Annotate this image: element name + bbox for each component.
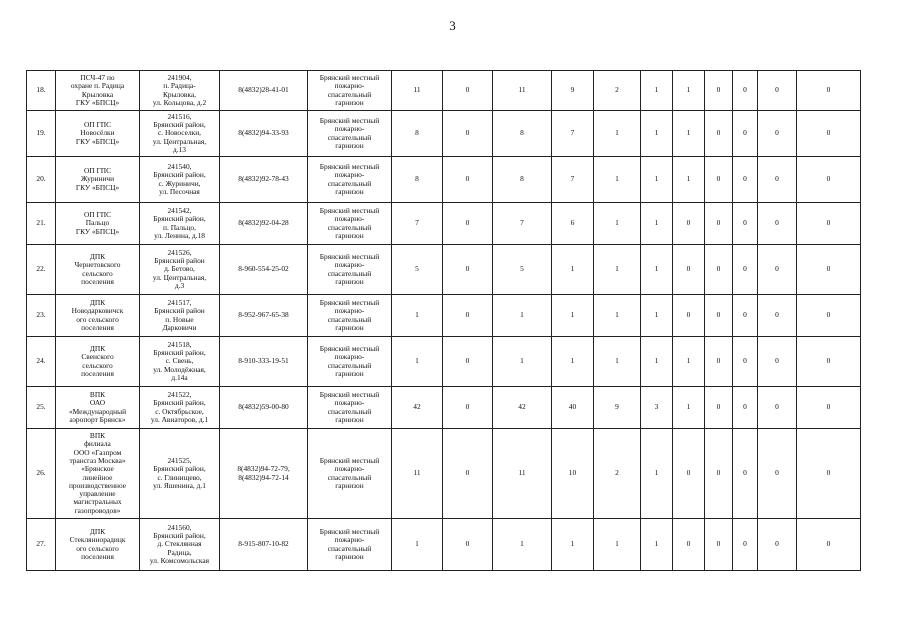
garrison-cell: Брянский местный пожарно- спасательный гарнизон bbox=[308, 429, 392, 519]
unit-name-cell: ОП ГПС Пальцо ГКУ «БПСЦ» bbox=[56, 203, 140, 245]
table-row bbox=[27, 337, 861, 387]
garrison-cell: Брянский местный пожарно- спасательный гарнизон bbox=[308, 387, 392, 429]
value-cell: 0 bbox=[673, 295, 705, 337]
value-cell: 0 bbox=[443, 111, 493, 157]
unit-name-cell: ВПК ОАО «Международный аэропорт Брянск» bbox=[56, 387, 140, 429]
value-cell: 0 bbox=[797, 111, 861, 157]
value-cell: 11 bbox=[392, 71, 443, 111]
address-cell: 241904, п. Радица- Крыловка, ул. Кольцова, д.2 bbox=[140, 71, 220, 111]
value-cell: 8 bbox=[493, 111, 552, 157]
garrison-cell: Брянский местный пожарно- спасательный гарнизон bbox=[308, 519, 392, 571]
garrison-cell: Брянский местный пожарно- спасательный гарнизон bbox=[308, 295, 392, 337]
value-cell: 1 bbox=[641, 519, 673, 571]
value-cell: 5 bbox=[392, 245, 443, 295]
value-cell: 1 bbox=[641, 157, 673, 203]
garrison-cell: Брянский местный пожарно- спасательный гарнизон bbox=[308, 157, 392, 203]
value-cell: 1 bbox=[493, 519, 552, 571]
value-cell: 9 bbox=[552, 71, 594, 111]
value-cell: 0 bbox=[758, 157, 797, 203]
value-cell: 0 bbox=[758, 245, 797, 295]
row-number-cell: 26. bbox=[27, 429, 56, 519]
value-cell: 0 bbox=[705, 111, 733, 157]
value-cell: 0 bbox=[797, 203, 861, 245]
value-cell: 0 bbox=[443, 387, 493, 429]
value-cell: 40 bbox=[552, 387, 594, 429]
value-cell: 11 bbox=[493, 71, 552, 111]
value-cell: 0 bbox=[758, 387, 797, 429]
value-cell: 0 bbox=[705, 295, 733, 337]
value-cell: 0 bbox=[443, 429, 493, 519]
row-number-cell: 23. bbox=[27, 295, 56, 337]
row-number-cell: 19. bbox=[27, 111, 56, 157]
value-cell: 0 bbox=[705, 203, 733, 245]
address-cell: 241542, Брянский район, п. Пальцо, ул. Ленина, д.18 bbox=[140, 203, 220, 245]
value-cell: 0 bbox=[705, 245, 733, 295]
value-cell: 0 bbox=[443, 203, 493, 245]
value-cell: 0 bbox=[673, 203, 705, 245]
value-cell: 0 bbox=[758, 429, 797, 519]
value-cell: 1 bbox=[594, 519, 641, 571]
value-cell: 0 bbox=[797, 337, 861, 387]
value-cell: 8 bbox=[392, 111, 443, 157]
value-cell: 0 bbox=[705, 71, 733, 111]
phone-cell: 8-915-807-10-82 bbox=[220, 519, 308, 571]
value-cell: 0 bbox=[443, 337, 493, 387]
value-cell: 1 bbox=[641, 295, 673, 337]
value-cell: 1 bbox=[594, 157, 641, 203]
value-cell: 0 bbox=[733, 337, 758, 387]
value-cell: 0 bbox=[705, 337, 733, 387]
value-cell: 1 bbox=[594, 111, 641, 157]
phone-cell: 8(4832)28-41-01 bbox=[220, 71, 308, 111]
unit-name-cell: ОП ГПС Новосёлки ГКУ «БПСЦ» bbox=[56, 111, 140, 157]
unit-name-cell: ДПК Стекляннорадицк ого сельского поселения bbox=[56, 519, 140, 571]
value-cell: 0 bbox=[705, 429, 733, 519]
value-cell: 0 bbox=[733, 111, 758, 157]
value-cell: 1 bbox=[552, 519, 594, 571]
table-row bbox=[27, 157, 861, 203]
value-cell: 9 bbox=[594, 387, 641, 429]
value-cell: 0 bbox=[758, 295, 797, 337]
address-cell: 241522, Брянский район, с. Октябрьское, ул. Авиаторов, д.1 bbox=[140, 387, 220, 429]
value-cell: 0 bbox=[733, 245, 758, 295]
value-cell: 0 bbox=[705, 519, 733, 571]
phone-cell: 8(4832)94-33-93 bbox=[220, 111, 308, 157]
value-cell: 1 bbox=[673, 387, 705, 429]
address-cell: 241560, Брянский район, д. Стеклянная Радица, ул. Комсомольская bbox=[140, 519, 220, 571]
value-cell: 1 bbox=[552, 245, 594, 295]
value-cell: 1 bbox=[641, 245, 673, 295]
phone-cell: 8(4832)92-78-43 bbox=[220, 157, 308, 203]
row-number-cell: 18. bbox=[27, 71, 56, 111]
value-cell: 1 bbox=[673, 71, 705, 111]
value-cell: 2 bbox=[594, 429, 641, 519]
value-cell: 1 bbox=[641, 203, 673, 245]
table-row bbox=[27, 111, 861, 157]
value-cell: 1 bbox=[641, 337, 673, 387]
value-cell: 0 bbox=[443, 71, 493, 111]
value-cell: 1 bbox=[594, 245, 641, 295]
value-cell: 0 bbox=[758, 519, 797, 571]
value-cell: 1 bbox=[594, 337, 641, 387]
unit-name-cell: ПСЧ-47 по охране п. Радица Крыловка ГКУ «БПСЦ» bbox=[56, 71, 140, 111]
row-number-cell: 20. bbox=[27, 157, 56, 203]
unit-name-cell: ДПК Свенского сельского поселения bbox=[56, 337, 140, 387]
value-cell: 42 bbox=[493, 387, 552, 429]
value-cell: 42 bbox=[392, 387, 443, 429]
value-cell: 0 bbox=[673, 429, 705, 519]
value-cell: 0 bbox=[797, 245, 861, 295]
value-cell: 0 bbox=[797, 387, 861, 429]
value-cell: 0 bbox=[443, 157, 493, 203]
value-cell: 1 bbox=[552, 295, 594, 337]
value-cell: 0 bbox=[797, 71, 861, 111]
table-row bbox=[27, 295, 861, 337]
value-cell: 0 bbox=[443, 245, 493, 295]
value-cell: 0 bbox=[797, 429, 861, 519]
row-number-cell: 21. bbox=[27, 203, 56, 245]
value-cell: 0 bbox=[758, 203, 797, 245]
value-cell: 1 bbox=[641, 111, 673, 157]
value-cell: 1 bbox=[673, 157, 705, 203]
value-cell: 0 bbox=[758, 111, 797, 157]
value-cell: 0 bbox=[673, 245, 705, 295]
address-cell: 241526, Брянский район д. Бетово, ул. Центральная, д.3 bbox=[140, 245, 220, 295]
phone-cell: 8-960-554-25-02 bbox=[220, 245, 308, 295]
value-cell: 7 bbox=[552, 111, 594, 157]
value-cell: 1 bbox=[641, 429, 673, 519]
table-row bbox=[27, 519, 861, 571]
value-cell: 10 bbox=[552, 429, 594, 519]
unit-name-cell: ДПК Новодарковичск ого сельского поселения bbox=[56, 295, 140, 337]
value-cell: 3 bbox=[641, 387, 673, 429]
value-cell: 0 bbox=[797, 519, 861, 571]
value-cell: 0 bbox=[797, 157, 861, 203]
address-cell: 241518, Брянский район, с. Свень, ул. Молодёжная, д.14а bbox=[140, 337, 220, 387]
value-cell: 5 bbox=[493, 245, 552, 295]
phone-cell: 8-910-333-19-51 bbox=[220, 337, 308, 387]
row-number-cell: 24. bbox=[27, 337, 56, 387]
table-row bbox=[27, 429, 861, 519]
value-cell: 1 bbox=[552, 337, 594, 387]
value-cell: 0 bbox=[758, 71, 797, 111]
value-cell: 0 bbox=[733, 295, 758, 337]
address-cell: 241540, Брянский район, с. Журиничи, ул. Песочная bbox=[140, 157, 220, 203]
table-row bbox=[27, 245, 861, 295]
value-cell: 0 bbox=[758, 337, 797, 387]
value-cell: 0 bbox=[443, 519, 493, 571]
value-cell: 0 bbox=[797, 295, 861, 337]
phone-cell: 8-952-967-65-38 bbox=[220, 295, 308, 337]
table-row bbox=[27, 71, 861, 111]
value-cell: 11 bbox=[493, 429, 552, 519]
value-cell: 6 bbox=[552, 203, 594, 245]
garrison-cell: Брянский местный пожарно- спасательный гарнизон bbox=[308, 337, 392, 387]
value-cell: 1 bbox=[493, 295, 552, 337]
phone-cell: 8(4832)59-00-80 bbox=[220, 387, 308, 429]
value-cell: 8 bbox=[392, 157, 443, 203]
garrison-cell: Брянский местный пожарно- спасательный гарнизон bbox=[308, 245, 392, 295]
address-cell: 241517, Брянский район п. Новые Дарковичи bbox=[140, 295, 220, 337]
value-cell: 0 bbox=[733, 429, 758, 519]
value-cell: 7 bbox=[552, 157, 594, 203]
value-cell: 0 bbox=[733, 519, 758, 571]
address-cell: 241516, Брянский район, с. Новоселки, ул. Центральная, д.13 bbox=[140, 111, 220, 157]
value-cell: 8 bbox=[493, 157, 552, 203]
phone-cell: 8(4832)94-72-79, 8(4832)94-72-14 bbox=[220, 429, 308, 519]
value-cell: 1 bbox=[641, 71, 673, 111]
value-cell: 1 bbox=[392, 295, 443, 337]
value-cell: 7 bbox=[392, 203, 443, 245]
page-number: 3 bbox=[449, 18, 456, 33]
value-cell: 0 bbox=[733, 387, 758, 429]
value-cell: 1 bbox=[673, 337, 705, 387]
garrison-cell: Брянский местный пожарно- спасательный гарнизон bbox=[308, 71, 392, 111]
unit-name-cell: ОП ГПС Журиничи ГКУ «БПСЦ» bbox=[56, 157, 140, 203]
value-cell: 0 bbox=[733, 71, 758, 111]
value-cell: 1 bbox=[392, 337, 443, 387]
fire-units-table bbox=[26, 70, 861, 571]
value-cell: 0 bbox=[705, 157, 733, 203]
value-cell: 0 bbox=[673, 519, 705, 571]
unit-name-cell: ДПК Чернетовского сельского поселения bbox=[56, 245, 140, 295]
value-cell: 0 bbox=[733, 157, 758, 203]
table-row bbox=[27, 203, 861, 245]
table-row bbox=[27, 387, 861, 429]
value-cell: 11 bbox=[392, 429, 443, 519]
garrison-cell: Брянский местный пожарно- спасательный гарнизон bbox=[308, 111, 392, 157]
phone-cell: 8(4832)92-04-28 bbox=[220, 203, 308, 245]
row-number-cell: 25. bbox=[27, 387, 56, 429]
value-cell: 1 bbox=[673, 111, 705, 157]
value-cell: 2 bbox=[594, 71, 641, 111]
value-cell: 7 bbox=[493, 203, 552, 245]
row-number-cell: 27. bbox=[27, 519, 56, 571]
value-cell: 0 bbox=[443, 295, 493, 337]
row-number-cell: 22. bbox=[27, 245, 56, 295]
address-cell: 241525, Брянский район, с. Глинищево, ул. Яшенина, д.1 bbox=[140, 429, 220, 519]
value-cell: 1 bbox=[594, 203, 641, 245]
value-cell: 1 bbox=[493, 337, 552, 387]
unit-name-cell: ВПК филиала ООО «Газпром трансгаз Москва» «Брянское линейное производственное управление магистральных газопроводов» bbox=[56, 429, 140, 519]
value-cell: 0 bbox=[705, 387, 733, 429]
value-cell: 0 bbox=[733, 203, 758, 245]
value-cell: 1 bbox=[392, 519, 443, 571]
value-cell: 1 bbox=[594, 295, 641, 337]
garrison-cell: Брянский местный пожарно- спасательный гарнизон bbox=[308, 203, 392, 245]
